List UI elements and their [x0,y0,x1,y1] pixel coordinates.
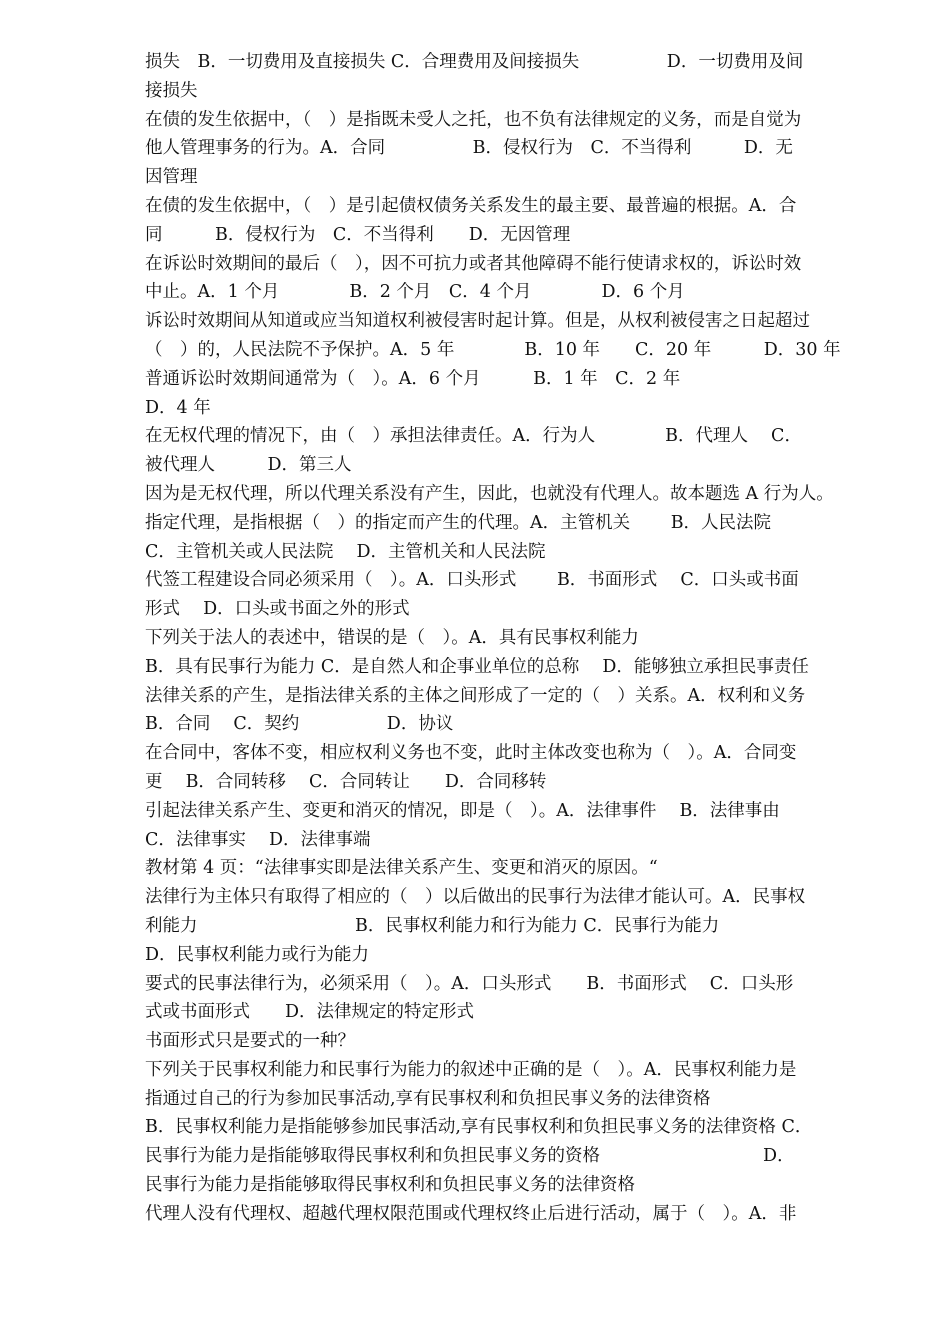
text-line: 民事行为能力是指能够取得民事权利和负担民事义务的资格 D． [145,1146,795,1167]
text-line: 法律行为主体只有取得了相应的（ ）以后做出的民事行为法律才能认可。A．民事权 [145,887,806,908]
text-line: C．主管机关或人民法院 D．主管机关和人民法院 [145,541,546,562]
text-line: 在无权代理的情况下，由（ ）承担法律责任。A．行为人 B．代理人 C． [145,426,802,447]
text-line: 代理人没有代理权、超越代理权限范围或代理权终止后进行活动，属于（ ）。A．非 [145,1203,797,1224]
text-line: 形式 D．口头或书面之外的形式 [145,599,410,620]
text-line: 指定代理，是指根据（ ）的指定而产生的代理。A．主管机关 B．人民法院 [145,512,772,533]
text-line: C．法律事实 D．法律事端 [145,829,371,850]
text-line: 因管理 [145,167,198,188]
text-line: 式或书面形式 D．法律规定的特定形式 [145,1002,475,1023]
text-line: 他人管理事务的行为。A．合同 B．侵权行为 C．不当得利 D．无 [145,138,793,159]
text-line: 在债的发生依据中，（ ）是引起债权债务关系发生的最主要、最普遍的根据。A．合 [145,195,797,216]
text-line: 同 B．侵权行为 C．不当得利 D．无因管理 [145,224,571,245]
text-line: 书面形式只是要式的一种？ [145,1031,355,1052]
text-line: 接损失 [145,80,198,101]
text-line: 利能力 B．民事权利能力和行为能力 C．民事行为能力 [145,915,720,936]
text-line: 损失 B．一切费用及直接损失 C．合理费用及间接损失 D．一切费用及间 [145,52,804,72]
text-line: 因为是无权代理，所以代理关系没有产生，因此，也就没有代理人。故本题选 A 行为人。 [145,483,834,504]
text-line: B．合同 C．契约 D．协议 [145,714,454,735]
text-line: 在诉讼时效期间的最后（ ），因不可抗力或者其他障碍不能行使请求权的，诉讼时效 [145,253,802,274]
text-line: 在合同中，客体不变，相应权利义务也不变，此时主体改变也称为（ ）。A．合同变 [145,743,797,764]
text-line: 法律关系的产生，是指法律关系的主体之间形成了一定的（ ）关系。A．权利和义务 [145,685,806,706]
text-line: 中止。A．1 个月 B．2 个月 C．4 个月 D．6 个月 [145,282,685,303]
text-line: B．民事权利能力是指能够参加民事活动,享有民事权利和负担民事义务的法律资格 C． [145,1117,813,1138]
text-line: 要式的民事法律行为，必须采用（ ）。A．口头形式 B．书面形式 C．口头形 [145,973,794,994]
text-line: 下列关于法人的表述中，错误的是（ ）。A．具有民事权利能力 [145,627,639,648]
text-line: 民事行为能力是指能够取得民事权利和负担民事义务的法律资格 [145,1175,635,1196]
text-line: 下列关于民事权利能力和民事行为能力的叙述中正确的是（ ）。A．民事权利能力是 [145,1059,797,1080]
text-line: 普通诉讼时效期间通常为（ ）。A．6 个月 B．1 年 C．2 年 [145,368,681,389]
text-line: 诉讼时效期间从知道或应当知道权利被侵害时起计算。但是，从权利被侵害之日起超过 [145,311,810,332]
text-line: 引起法律关系产生、变更和消灭的情况，即是（ ）。A．法律事件 B．法律事由 [145,800,780,821]
text-line: D．4 年 [145,397,211,418]
text-line: 代签工程建设合同必须采用（ ）。A．口头形式 B．书面形式 C．口头或书面 [145,570,799,591]
text-line: D．民事权利能力或行为能力 [145,944,370,965]
text-line: 在债的发生依据中，（ ）是指既未受人之托，也不负有法律规定的义务，而是自觉为 [145,109,802,130]
text-line: 教材第 4 页：“法律事实即是法律关系产生、变更和消灭的原因。“ [145,858,658,879]
text-line: 指通过自己的行为参加民事活动,享有民事权利和负担民事义务的法律资格 [145,1088,711,1109]
text-line: B．具有民事行为能力 C．是自然人和企事业单位的总称 D．能够独立承担民事责任 [145,656,809,677]
text-line: 更 B．合同转移 C．合同转让 D．合同移转 [145,771,547,792]
text-line: 被代理人 D．第三人 [145,455,352,476]
document-page [145,48,895,1229]
text-line: （ ）的，人民法院不予保护。A．5 年 B．10 年 C．20 年 D．30 年 [145,339,841,360]
